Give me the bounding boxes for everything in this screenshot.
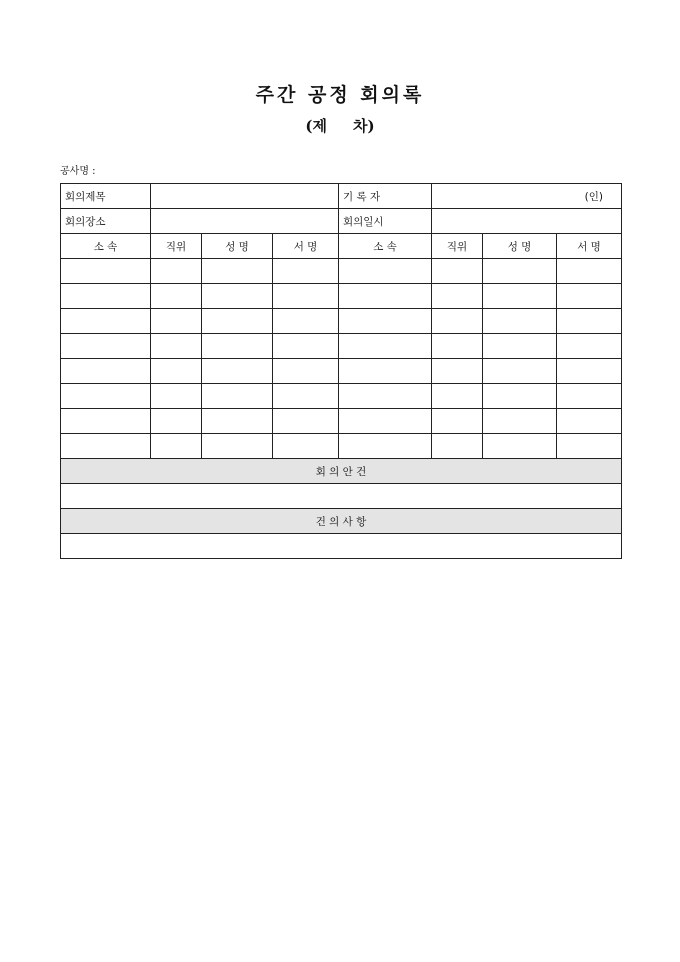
suggestions-content-field[interactable] (61, 534, 622, 559)
recorder-field[interactable] (432, 184, 622, 209)
attendee-signature-cell[interactable] (557, 334, 622, 359)
attendee-affiliation-cell[interactable] (339, 334, 432, 359)
agenda-label: 회 의 안 건 (61, 459, 622, 484)
attendee-name-cell[interactable] (202, 259, 273, 284)
attendee-affiliation-cell[interactable] (61, 359, 151, 384)
header-signature: 서 명 (557, 234, 622, 259)
header-position: 직위 (151, 234, 202, 259)
meeting-title-field[interactable] (151, 184, 339, 209)
attendee-row (61, 284, 622, 309)
attendee-name-cell[interactable] (202, 384, 273, 409)
attendee-name-cell[interactable] (202, 359, 273, 384)
attendee-rows (61, 259, 622, 459)
attendee-signature-cell[interactable] (557, 284, 622, 309)
recorder-label: 기 록 자 (339, 184, 432, 209)
attendee-affiliation-cell[interactable] (61, 284, 151, 309)
attendee-position-cell[interactable] (151, 409, 202, 434)
attendee-signature-cell[interactable] (273, 334, 339, 359)
suggestions-label: 건 의 사 항 (61, 509, 622, 534)
attendee-row (61, 334, 622, 359)
attendee-name-cell[interactable] (483, 409, 557, 434)
attendee-position-cell[interactable] (432, 409, 483, 434)
meeting-title-label-text: 회의제목 (65, 190, 106, 203)
agenda-content-field[interactable] (61, 484, 622, 509)
attendee-affiliation-cell[interactable] (61, 309, 151, 334)
attendee-name-cell[interactable] (202, 409, 273, 434)
attendee-position-cell[interactable] (151, 384, 202, 409)
header-name: 성 명 (483, 234, 557, 259)
attendee-affiliation-cell[interactable] (61, 384, 151, 409)
header-affiliation: 소 속 (339, 234, 432, 259)
attendee-name-cell[interactable] (202, 309, 273, 334)
attendee-position-cell[interactable] (151, 284, 202, 309)
meeting-minutes-form (60, 183, 622, 559)
attendee-signature-cell[interactable] (273, 309, 339, 334)
document-title: 주간 공정 회의록 (255, 84, 425, 106)
suggestions-header-row (61, 509, 622, 534)
attendee-name-cell[interactable] (483, 359, 557, 384)
session-number: (제 차) (305, 117, 375, 135)
attendee-affiliation-cell[interactable] (339, 409, 432, 434)
attendee-signature-cell[interactable] (273, 409, 339, 434)
attendee-name-cell[interactable] (202, 434, 273, 459)
attendee-affiliation-cell[interactable] (339, 384, 432, 409)
meeting-datetime-field[interactable] (432, 209, 622, 234)
attendee-position-cell[interactable] (151, 434, 202, 459)
attendee-position-cell[interactable] (151, 359, 202, 384)
attendee-name-cell[interactable] (483, 284, 557, 309)
suggestions-content-row (61, 534, 622, 559)
agenda-content-row (61, 484, 622, 509)
attendee-signature-cell[interactable] (273, 359, 339, 384)
attendee-name-cell[interactable] (483, 434, 557, 459)
attendee-row (61, 409, 622, 434)
attendee-header-row (61, 234, 622, 259)
attendee-affiliation-cell[interactable] (61, 334, 151, 359)
attendee-signature-cell[interactable] (557, 409, 622, 434)
attendee-position-cell[interactable] (151, 334, 202, 359)
meeting-datetime-label: 회의일시 (339, 209, 432, 234)
attendee-row (61, 384, 622, 409)
attendee-affiliation-cell[interactable] (339, 259, 432, 284)
header-signature: 서 명 (273, 234, 339, 259)
attendee-position-cell[interactable] (432, 309, 483, 334)
attendee-affiliation-cell[interactable] (339, 359, 432, 384)
recorder-seal: (인) (584, 190, 603, 203)
agenda-header-row (61, 459, 622, 484)
attendee-signature-cell[interactable] (557, 259, 622, 284)
attendee-affiliation-cell[interactable] (61, 409, 151, 434)
attendee-signature-cell[interactable] (557, 384, 622, 409)
meeting-place-field[interactable] (151, 209, 339, 234)
meeting-place-row (61, 209, 622, 234)
attendee-position-cell[interactable] (432, 384, 483, 409)
attendee-signature-cell[interactable] (273, 434, 339, 459)
attendee-row (61, 309, 622, 334)
attendee-position-cell[interactable] (432, 434, 483, 459)
attendee-name-cell[interactable] (483, 309, 557, 334)
attendee-signature-cell[interactable] (557, 309, 622, 334)
project-name-label: 공사명 : (60, 166, 96, 177)
attendee-name-cell[interactable] (483, 384, 557, 409)
attendee-position-cell[interactable] (432, 259, 483, 284)
meeting-title-label (61, 184, 151, 209)
attendee-signature-cell[interactable] (557, 359, 622, 384)
attendee-position-cell[interactable] (151, 309, 202, 334)
attendee-affiliation-cell[interactable] (61, 434, 151, 459)
attendee-name-cell[interactable] (202, 284, 273, 309)
attendee-name-cell[interactable] (483, 334, 557, 359)
attendee-affiliation-cell[interactable] (61, 259, 151, 284)
attendee-signature-cell[interactable] (273, 384, 339, 409)
attendee-row (61, 434, 622, 459)
attendee-position-cell[interactable] (432, 284, 483, 309)
attendee-row (61, 359, 622, 384)
meeting-place-label: 회의장소 (61, 209, 151, 234)
attendee-signature-cell[interactable] (273, 284, 339, 309)
meeting-title-row (61, 184, 622, 209)
header-position: 직위 (432, 234, 483, 259)
attendee-row (61, 259, 622, 284)
attendee-affiliation-cell[interactable] (339, 309, 432, 334)
attendee-affiliation-cell[interactable] (339, 284, 432, 309)
attendee-name-cell[interactable] (202, 334, 273, 359)
attendee-signature-cell[interactable] (557, 434, 622, 459)
attendee-affiliation-cell[interactable] (339, 434, 432, 459)
header-affiliation: 소 속 (61, 234, 151, 259)
header-name: 성 명 (202, 234, 273, 259)
attendee-position-cell[interactable] (432, 359, 483, 384)
attendee-position-cell[interactable] (151, 259, 202, 284)
attendee-position-cell[interactable] (432, 334, 483, 359)
attendee-name-cell[interactable] (483, 259, 557, 284)
attendee-signature-cell[interactable] (273, 259, 339, 284)
